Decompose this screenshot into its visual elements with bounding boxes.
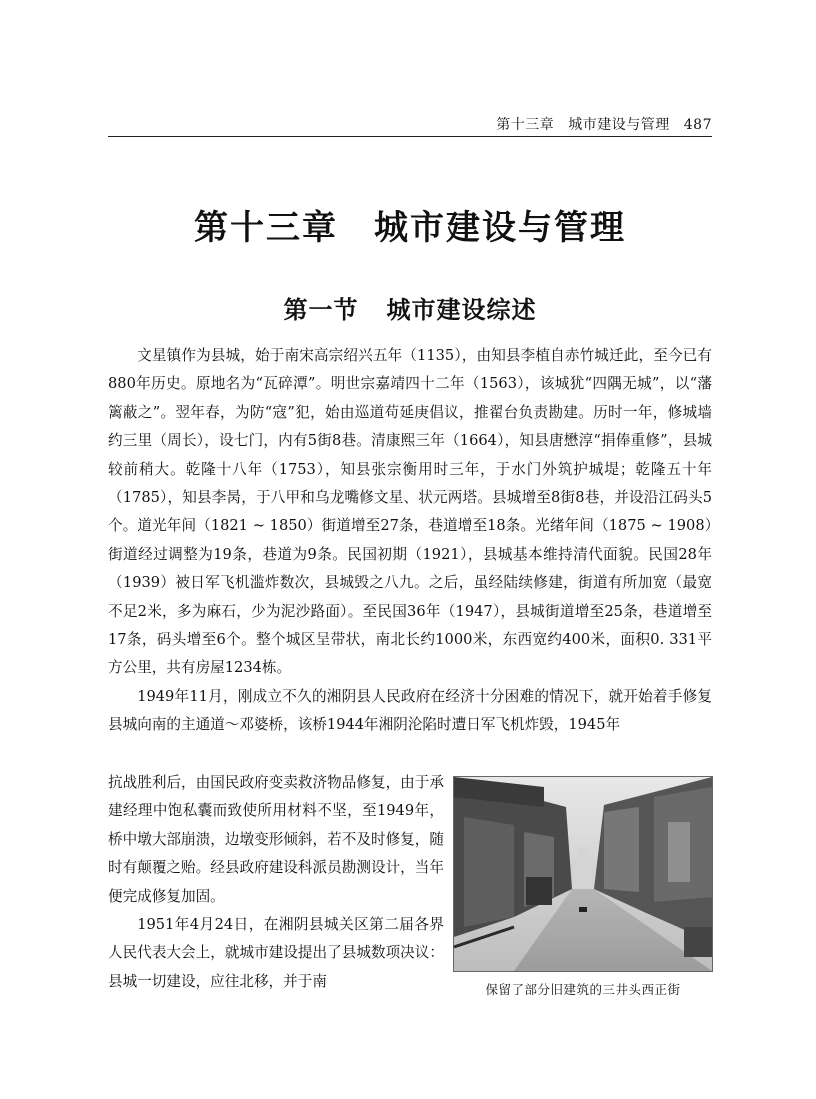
- chapter-title: [108, 200, 712, 249]
- paragraph: 文星镇作为县城，始于南宋高宗绍兴五年（1135），由知县李植自赤竹城迁此，至今已有880年历史。原地名为“瓦碎潭”。明世宗嘉靖四十二年（1563），该城犹“四隅无城”，以“藩篱蔽之”。翌年春，为防“寇”犯，始由巡道苟延庚倡议，推翟台负责勘建。历时一年，修城墙约三里（周长），设七门，内有5街8巷。清康熙三年（1664），知县唐懋淳“捐俸重修”，县城较前稍大。乾隆十八年（1753），知县张宗衡用时三年，于水门外筑护城堤；乾隆五十年（1785），知县李昺，于八甲和乌龙嘴修文星、状元两塔。县城增至8街8巷，并设沿江码头5个。道光年间（1821 ~ 1850）街道增至27条，巷道增至18条。光绪年间（1875 ~ 1908）街道经过调整为19条，巷道为9条。民国初期（1921），县城基本维持清代面貌。民国28年（1939）被日军飞机滥炸数次，县城毁之八九。之后，虽经陆续修建，街道有所加宽（最宽不足2米，多为麻石，少为泥沙路面）。至民国36年（1947），县城街道增至25条，巷道增至17条，码头增至6个。整个城区呈带状，南北长约1000米，东西宽约400米，面积0. 331平方公里，共有房屋1234栋。: [108, 347, 712, 677]
- chapter-number: 第十三章: [194, 208, 338, 248]
- paragraph: 1949年11月，刚成立不久的湘阴县人民政府在经济十分困难的情况下，就开始着手修复县城向南的主通道～邓婆桥，该桥1944年湘阴沦陷时遭日军飞机炸毁，1945年: [108, 687, 712, 734]
- section-number: 第一节: [283, 296, 359, 324]
- street-photo-image: [454, 777, 712, 971]
- street-photo: [453, 776, 713, 972]
- paragraph: 1951年4月24日，在湘阴县城关区第二届各界人民代表大会上，就城市建设提出了县城数项决议：县城一切建设，应往北移，并于南: [108, 916, 444, 990]
- photo-caption: 保留了部分旧建筑的三井头西正街: [485, 982, 681, 997]
- wrapped-text: [108, 769, 444, 996]
- running-header-title: 城市建设与管理: [568, 117, 670, 133]
- running-header: [108, 114, 712, 136]
- section-name: 城市建设综述: [386, 296, 537, 324]
- paragraph-continued: 抗战胜利后，由国民政府变卖救济物品修复，由于承建经理中饱私囊而致使所用材料不坚，至1949年，桥中墩大部崩溃，边墩变形倾斜，若不及时修复，随时有颠覆之贻。经县政府建设科派员勘测设计，当年便完成修复加固。: [108, 774, 444, 905]
- header-rule: [108, 136, 712, 137]
- body-text: [108, 342, 712, 740]
- chapter-name: 城市建设与管理: [374, 208, 626, 248]
- running-header-chapter: 第十三章: [496, 117, 555, 133]
- section-title: [108, 290, 712, 325]
- page-number: 487: [683, 117, 712, 133]
